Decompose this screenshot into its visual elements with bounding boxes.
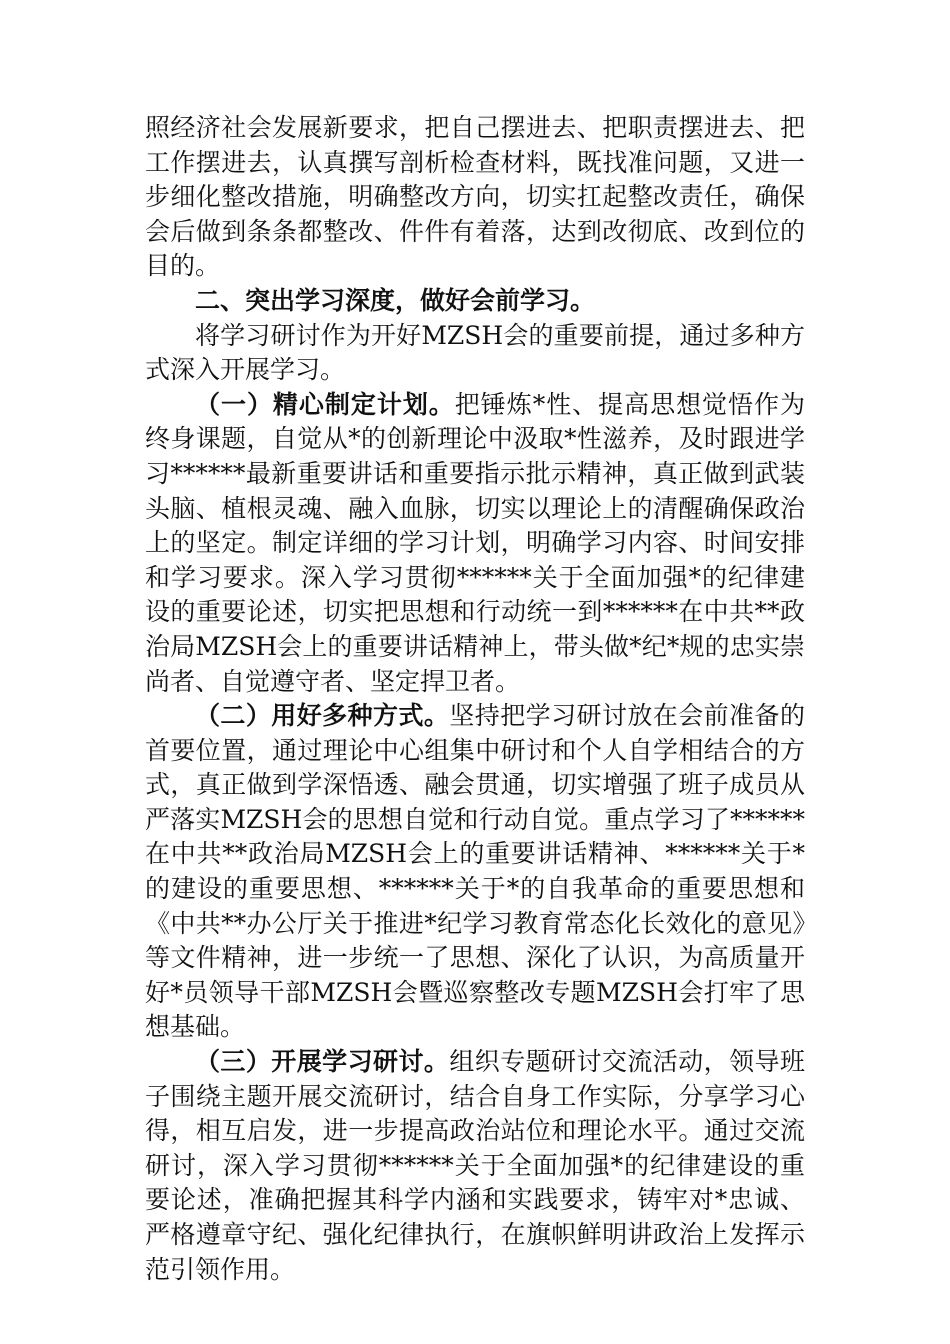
item-body-1: 把锤炼*性、提高思想觉悟作为终身课题，自觉从*的创新理论中汲取*性滋养，及时跟进学习******最新重要讲话和重要指示批示精神，真正做到武装头脑、植根灵魂、融入血脉，切实以理论上的清醒确保政治上的坚定。制定详细的学习计划，明确学习内容、时间安排和学习要求。深入学习贯彻******关于全面加强*的纪律建设的重要论述，切实把思想和行动统一到******在中共**政治局MZSH会上的重要讲话精神上，带头做*纪*规的忠实崇尚者、自觉遵守者、坚定捍卫者。	[145, 389, 805, 696]
item-paragraph-2	[145, 699, 805, 1045]
continuation-paragraph: 照经济社会发展新要求，把自己摆进去、把职责摆进去、把工作摆进去，认真撰写剖析检查材料，既找准问题，又进一步细化整改措施，明确整改方向，切实扛起整改责任，确保会后做到条条都整改、件件有着落，达到改彻底、改到位的目的。	[145, 113, 805, 281]
item-lead-3: （三）开展学习研讨。	[195, 1047, 450, 1077]
item-body-2: 坚持把学习研讨放在会前准备的首要位置，通过理论中心组集中研讨和个人自学相结合的方式，真正做到学深悟透、融会贯通，切实增强了班子成员从严落实MZSH会的思想自觉和行动自觉。重点学习了******在中共**政治局MZSH会上的重要讲话精神、******关于*的建设的重要思想、******关于*的自我革命的重要思想和《中共**办公厅关于推进*纪学习教育常态化长效化的意见》等文件精神，进一步统一了思想、深化了认识，为高质量开好*员领导干部MZSH会暨巡察整改专题MZSH会打牢了思想基础。	[145, 701, 805, 1042]
section-intro-paragraph: 将学习研讨作为开好MZSH会的重要前提，通过多种方式深入开展学习。	[145, 320, 805, 385]
item-paragraph-3	[145, 1045, 805, 1287]
item-lead-1: （一）精心制定计划。	[195, 389, 455, 419]
document-page	[145, 111, 805, 1284]
item-body-3: 组织专题研讨交流活动，领导班子围绕主题开展交流研讨，结合自身工作实际，分享学习心得，相互启发，进一步提高政治站位和理论水平。通过交流研讨，深入学习贯彻******关于全面加强*的纪律建设的重要论述，准确把握其科学内涵和实践要求，铸牢对*忠诚、严格遵章守纪、强化纪律执行，在旗帜鲜明讲政治上发挥示范引领作用。	[145, 1047, 805, 1284]
item-lead-2: （二）用好多种方式。	[195, 701, 450, 731]
item-paragraph-1	[145, 388, 805, 699]
section-heading: 二、突出学习深度，做好会前学习。	[195, 285, 596, 315]
